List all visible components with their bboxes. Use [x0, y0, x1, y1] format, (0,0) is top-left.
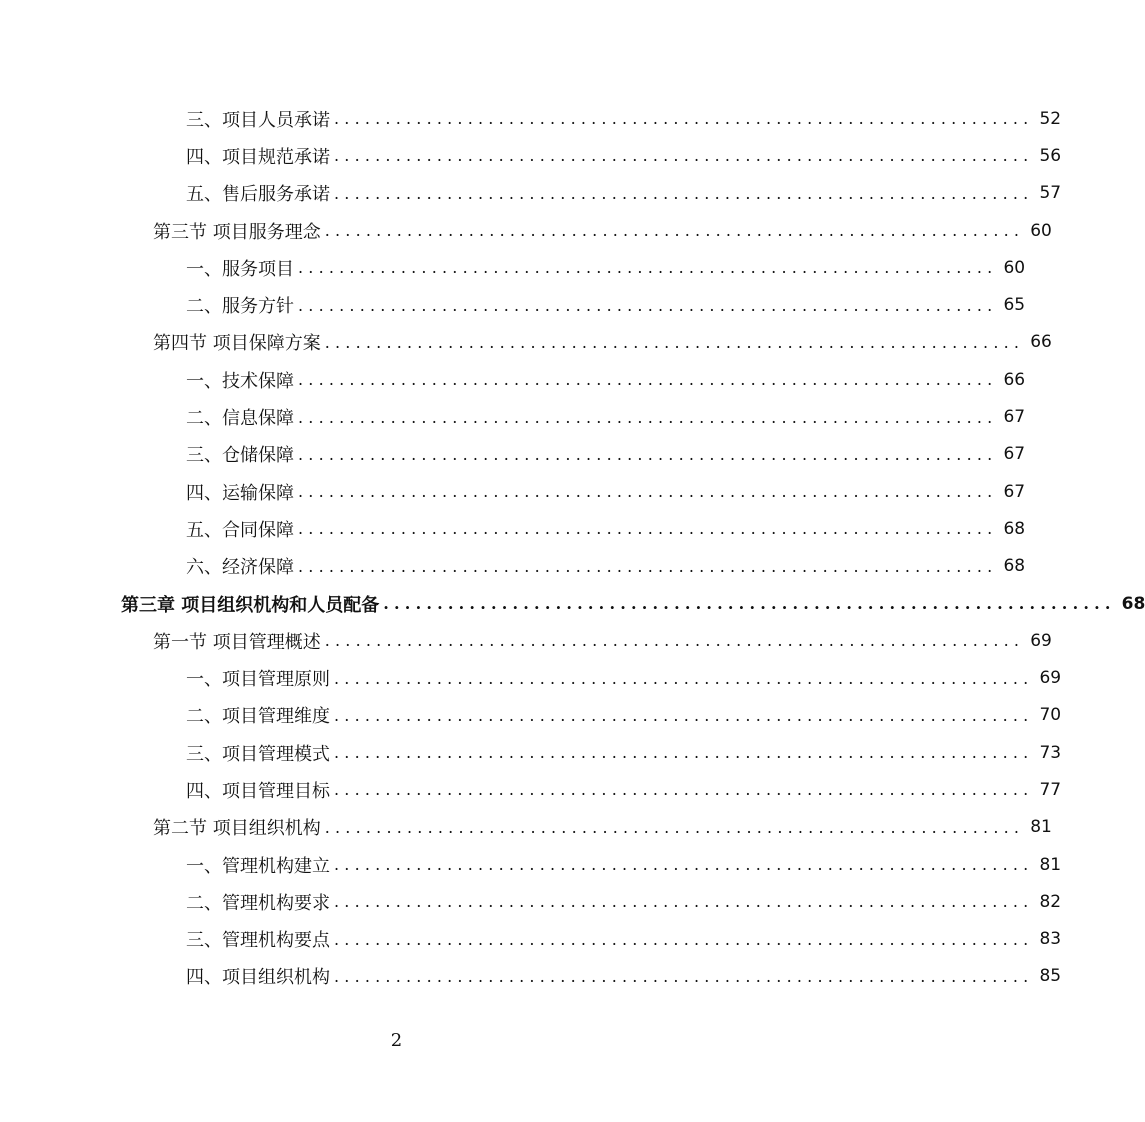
toc-entry-page: 81: [1039, 854, 1062, 875]
dot-leader: ....................................................................: [324, 817, 1025, 837]
toc-entry-title: 四、项目管理目标: [186, 777, 332, 803]
toc-entry-title: 四、运输保障: [186, 479, 296, 505]
toc-entry-page: 85: [1039, 966, 1062, 987]
toc-entry-page: 66: [1003, 369, 1026, 390]
toc-entry[interactable]: [0, 622, 1052, 659]
toc-entry-page: 60: [1030, 220, 1052, 241]
toc-entry-title: 三、项目人员承诺: [186, 106, 332, 132]
toc-entry-title: 第一节 项目管理概述: [153, 628, 323, 654]
toc-entry[interactable]: [0, 324, 1052, 361]
toc-entry-title: 一、管理机构建立: [186, 852, 332, 878]
toc-entry-page: 69: [1030, 630, 1052, 651]
toc-entry[interactable]: [0, 398, 1026, 435]
dot-leader: ....................................................................: [298, 295, 998, 315]
toc-entry-page: 69: [1039, 668, 1062, 689]
toc-entry-title: 第三章 项目组织机构和人员配备: [121, 591, 381, 617]
toc-entry[interactable]: [0, 883, 1062, 920]
toc-entry[interactable]: [0, 734, 1062, 771]
dot-leader: ....................................................................: [298, 370, 998, 390]
dot-leader: ....................................................................: [334, 183, 1034, 203]
toc-entry-page: 83: [1039, 929, 1062, 950]
toc-entry-page: 65: [1003, 295, 1026, 316]
toc-entry-title: 三、项目管理模式: [186, 740, 332, 766]
dot-leader: ....................................................................: [334, 705, 1034, 725]
dot-leader: ....................................................................: [324, 631, 1025, 651]
toc-entry[interactable]: [0, 436, 1026, 473]
toc-entry-page: 67: [1003, 407, 1026, 428]
toc-entry-page: 60: [1003, 257, 1026, 278]
toc-entry[interactable]: [0, 697, 1062, 734]
toc-entry-title: 二、项目管理维度: [186, 702, 332, 728]
toc-entry-title: 第二节 项目组织机构: [153, 814, 323, 840]
dot-leader: ....................................................................: [334, 780, 1034, 800]
toc-entry-title: 二、管理机构要求: [186, 889, 332, 915]
dot-leader: ....................................................................: [298, 407, 998, 427]
dot-leader: ....................................................................: [298, 482, 998, 502]
toc-entry[interactable]: [0, 958, 1062, 995]
toc-entry[interactable]: [0, 361, 1026, 398]
toc-entry-page: 68: [1003, 518, 1026, 539]
dot-leader: ....................................................................: [298, 556, 998, 576]
toc-entry-title: 二、信息保障: [186, 404, 296, 430]
toc-entry-title: 三、管理机构要点: [186, 926, 332, 952]
toc-chapter-entry[interactable]: [0, 585, 1145, 622]
dot-leader: ....................................................................: [298, 519, 998, 539]
toc-entry[interactable]: [0, 771, 1062, 808]
toc-entry[interactable]: [0, 137, 1062, 174]
toc-entry[interactable]: [0, 659, 1062, 696]
toc-entry-title: 一、技术保障: [186, 367, 296, 393]
toc-entry-page: 67: [1003, 481, 1026, 502]
toc-entry-page: 68: [1121, 593, 1145, 614]
toc-entry-title: 一、项目管理原则: [186, 665, 332, 691]
toc-entry-title: 五、售后服务承诺: [186, 180, 332, 206]
page-number: 2: [390, 1030, 403, 1051]
toc-entry[interactable]: [0, 473, 1026, 510]
toc-entry[interactable]: [0, 510, 1026, 547]
table-of-contents: [0, 100, 1145, 995]
toc-entry-page: 77: [1039, 779, 1062, 800]
toc-entry-title: 六、经济保障: [186, 553, 296, 579]
toc-entry-title: 一、服务项目: [186, 255, 296, 281]
toc-entry-title: 四、项目规范承诺: [186, 143, 332, 169]
toc-entry-title: 第三节 项目服务理念: [153, 218, 323, 244]
toc-entry-title: 第四节 项目保障方案: [153, 329, 323, 355]
dot-leader: ....................................................................: [334, 966, 1034, 986]
dot-leader: ....................................................................: [334, 929, 1034, 949]
toc-entry-page: 52: [1039, 108, 1062, 129]
toc-entry[interactable]: [0, 548, 1026, 585]
toc-entry[interactable]: [0, 809, 1052, 846]
toc-entry-page: 67: [1003, 444, 1026, 465]
toc-entry-page: 73: [1039, 742, 1062, 763]
toc-entry-page: 56: [1039, 145, 1062, 166]
toc-entry[interactable]: [0, 286, 1026, 323]
toc-entry[interactable]: [0, 249, 1026, 286]
toc-entry-title: 三、仓储保障: [186, 441, 296, 467]
toc-entry[interactable]: [0, 212, 1052, 249]
dot-leader: ....................................................................: [334, 109, 1034, 129]
toc-entry[interactable]: [0, 100, 1062, 137]
toc-entry-page: 57: [1039, 183, 1062, 204]
toc-entry-page: 82: [1039, 891, 1062, 912]
toc-entry[interactable]: [0, 846, 1062, 883]
toc-entry[interactable]: [0, 175, 1062, 212]
dot-leader: ....................................................................: [334, 146, 1034, 166]
toc-entry-page: 66: [1030, 332, 1052, 353]
dot-leader: ....................................................................: [334, 855, 1034, 875]
toc-entry-page: 81: [1030, 817, 1052, 838]
dot-leader: ....................................................................: [383, 594, 1116, 613]
dot-leader: ....................................................................: [334, 892, 1034, 912]
toc-entry-title: 五、合同保障: [186, 516, 296, 542]
dot-leader: ....................................................................: [324, 332, 1025, 352]
toc-entry-title: 四、项目组织机构: [186, 963, 332, 989]
toc-entry-title: 二、服务方针: [186, 292, 296, 318]
dot-leader: ....................................................................: [324, 221, 1025, 241]
toc-entry-page: 70: [1039, 705, 1062, 726]
dot-leader: ....................................................................: [298, 444, 998, 464]
dot-leader: ....................................................................: [334, 668, 1034, 688]
dot-leader: ....................................................................: [298, 258, 998, 278]
toc-entry[interactable]: [0, 921, 1062, 958]
dot-leader: ....................................................................: [334, 743, 1034, 763]
toc-entry-page: 68: [1003, 556, 1026, 577]
